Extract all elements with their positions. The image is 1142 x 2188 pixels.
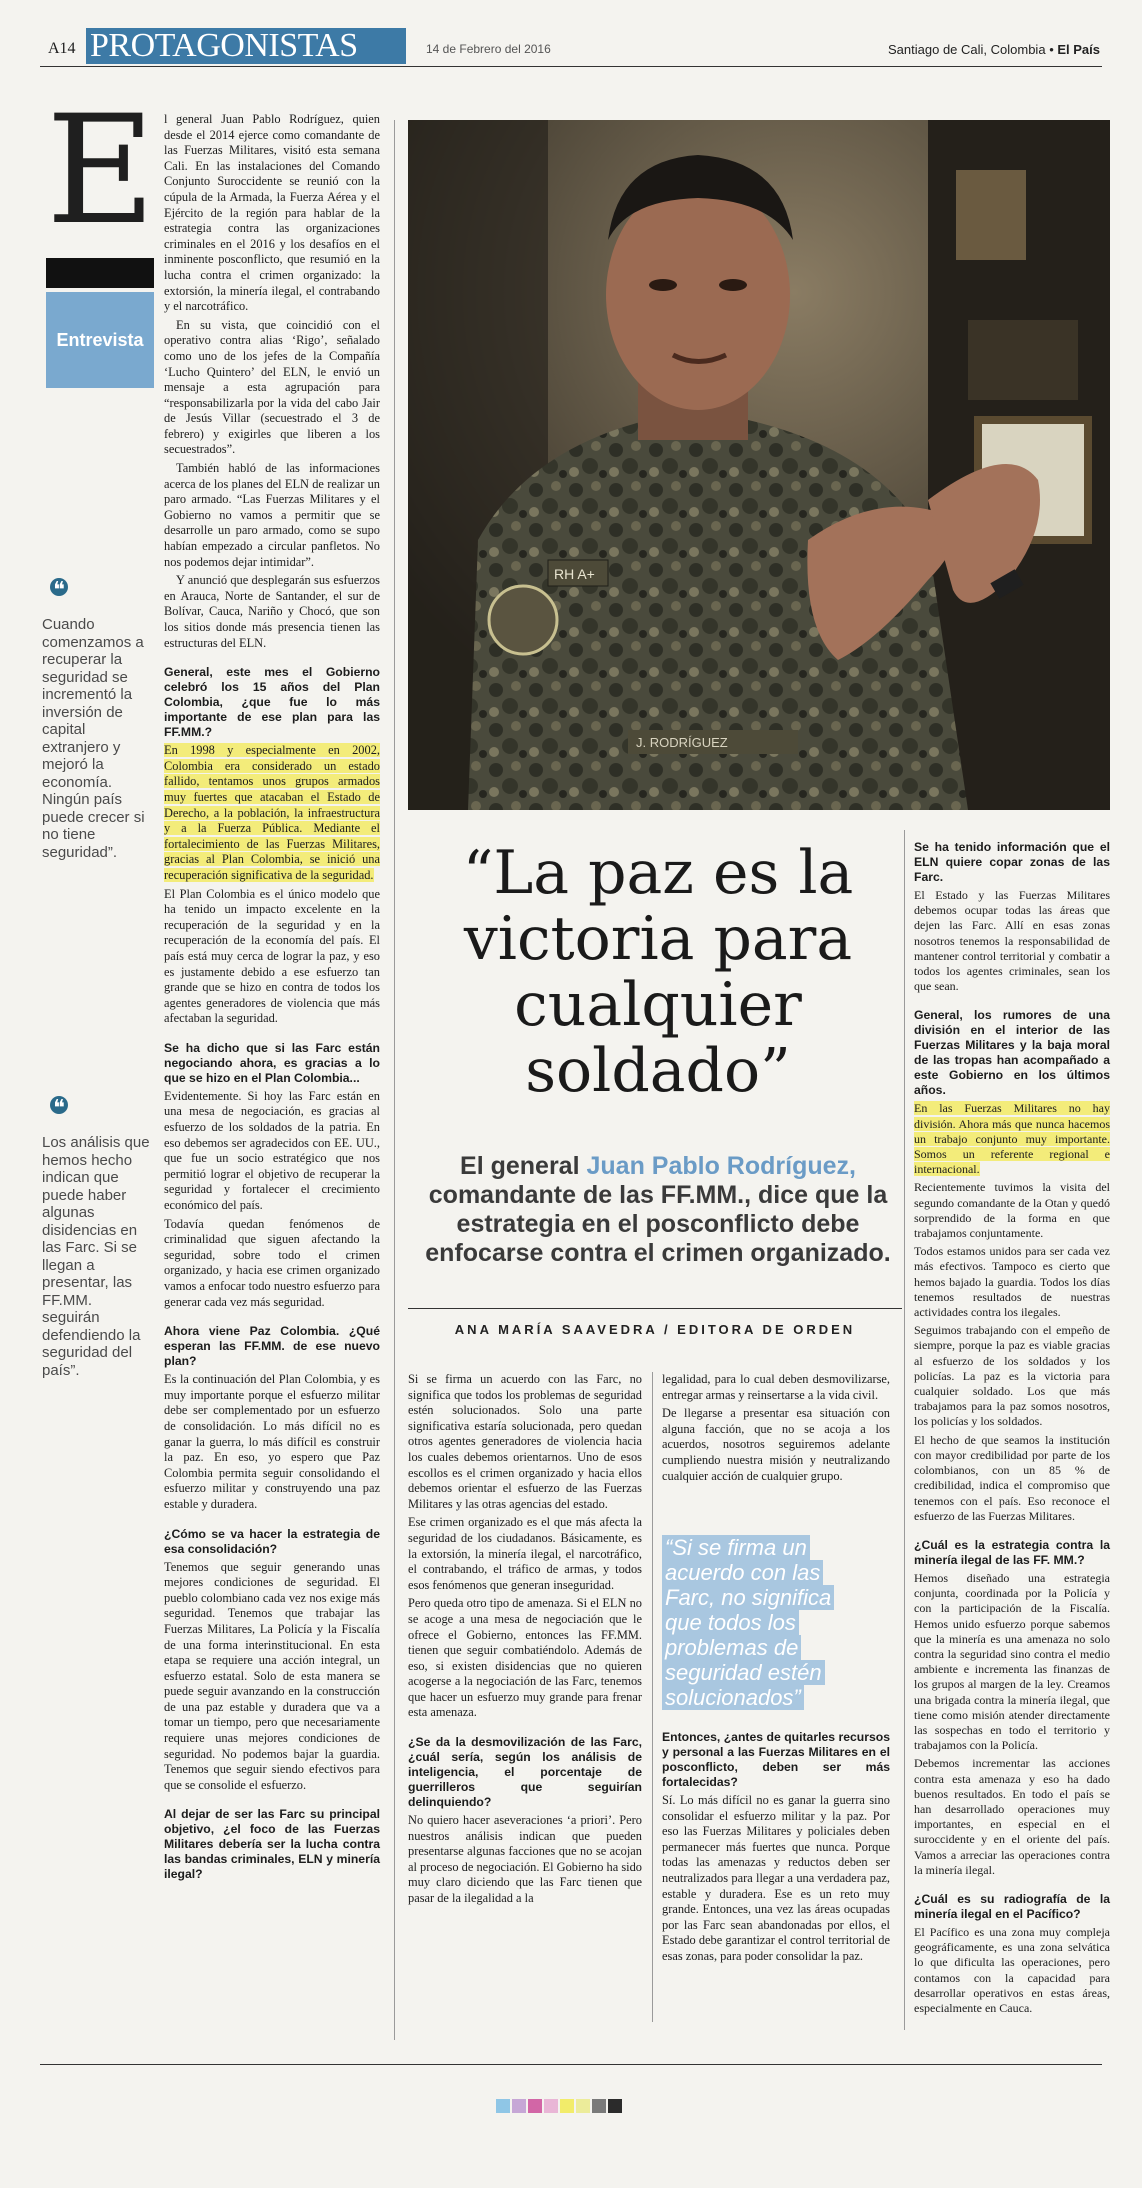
question: Se ha dicho que si las Farc están negociando ahora, es gracias a lo que se hizo en el Plan Colombia... (164, 1040, 380, 1085)
separator: • (1049, 42, 1058, 57)
byline: ANA MARÍA SAAVEDRA / EDITORA DE ORDEN (454, 1322, 856, 1337)
quote-mark-icon: ❝ (50, 578, 68, 596)
answer: Todavía quedan fenómenos de criminalidad que siguen afectando la seguridad, sobre todo el crimen organizado, y hacia ese crimen organizado vamos a enfocar todo nuestro esfuerzo para generar cada vez más seguridad. (164, 1216, 380, 1309)
subhead-prefix: El general (460, 1152, 587, 1180)
quote-mark-icon: ❝ (50, 1096, 68, 1114)
color-swatch (576, 2099, 590, 2113)
question: ¿Se da la desmovilización de las Farc, ¿cuál sería, según los análisis de inteligencia, el porcentaje de guerrilleros que seguirían delinquiendo? (408, 1735, 642, 1810)
answer-highlighted (164, 743, 380, 883)
section-tag-box (46, 292, 154, 388)
highlight: En 1998 y especialmente en 2002, Colombia era considerado un estado fallido, tentamos unos grupos armados muy fuertes que atacaban el Estado de Derecho, a la población, la infraestructura y a la Fuerza Pública. Mediante el fortalecimiento de las Fuerzas Militares, gracias al Plan Colombia, se inició una recuperación significativa de la seguridad. (164, 743, 380, 882)
answer: El Pacífico es una zona muy compleja geográficamente, es una zona selvática lo que dificulta las operaciones, pero contamos con la capacidad para desarrollar operativos en estas áreas, especialmente en Cauca. (914, 1924, 1110, 2015)
question: General, los rumores de una división en el interior de las Fuerzas Militares y la baja moral de las tropas han acompañado a este Gobierno en los últimos años. (914, 1008, 1110, 1098)
color-swatch (496, 2099, 510, 2113)
location: Santiago de Cali, Colombia (888, 42, 1046, 57)
section-title: PROTAGONISTAS (90, 27, 358, 64)
black-bar (46, 258, 154, 288)
question: ¿Cuál es su radiografía de la minería ilegal en el Pacífico? (914, 1891, 1110, 1921)
photo-uniform-text: J. RODRÍGUEZ (636, 735, 728, 750)
center-pullquote (662, 1535, 844, 1710)
column-2 (408, 1372, 642, 1910)
photo (408, 120, 1110, 810)
answer: Es la continuación del Plan Colombia, y es muy importante porque el esfuerzo militar debe ser complementado por un esfuerzo de consolidación. Lo más difícil no es ganar la guerra, lo más difícil es construir la paz. En eso, yo espero que Paz Colombia permita seguir consolidando el esfuerzo militar y construyendo una paz estable y duradera. (164, 1372, 380, 1511)
answer: Sí. Lo más difícil no es ganar la guerra sino consolidar el esfuerzo militar y la paz. Por eso las Fuerzas Militares y policiales deben permanecer más fuertes que nunca. Porque todas las amenazas y reductos deben ser neutralizados para llegar a una verdadera paz, estable y duradera. Ese es un reto muy grande. Entonces, una vez las áreas ocupadas por las Farc sean abandonadas por ellos, el Estado debe garantizar el control territorial de esas zonas, para poder consolidar la paz. (662, 1793, 890, 1963)
question: ¿Cuál es la estrategia contra la minería ilegal de las FF. MM.? (914, 1537, 1110, 1567)
subhead-rest: comandante de las FF.MM., dice que la estrategia en el posconflicto debe enfocarse contra el crimen organizado. (425, 1181, 891, 1267)
paragraph: También habló de las informaciones acerca de los planes del ELN de realizar un paro armado. “Las Fuerzas Militares y el Gobierno no vamos a permitir que se desarrolle un paro armado, como se supo habían empezado a circular panfletos. No nos podemos dejar intimidar”. (164, 461, 380, 569)
question: General, este mes el Gobierno celebró los 15 años del Plan Colombia, ¿que fue lo más importante de ese plan para las FF.MM.? (164, 665, 380, 740)
masthead-right (888, 42, 1100, 57)
side-quote-1: Cuando comenzamos a recuperar la seguridad se incrementó la inversión de capital extranjero y mejoró la economía. Ningún país puede crecer si no tiene seguridad”. (42, 616, 145, 861)
answer: Todos estamos unidos para ser cada vez más efectivos. Tampoco es cierto que hemos bajado la guardia. Todos los días tenemos resultados de nuestras actividades contra los ilegales. (914, 1244, 1110, 1320)
answer: No quiero hacer aseveraciones ‘a priori’. Pero nuestros análisis indican que pueden presentarse algunas facciones que no se acojan al proceso de negociación. El Gobierno ha sido muy claro diciendo que las Farc tienen que pasar de la ilegalidad a la (408, 1813, 642, 1906)
answer: Debemos incrementar las acciones contra esta amenaza y eso ha dado buenos resultados. En todo el país se han desarrollado operaciones muy importantes, en especial en el suroccidente y en el oriente del país. Vamos a arreciar las operaciones contra la minería ilegal. (914, 1756, 1110, 1877)
answer: El Estado y las Fuerzas Militares debemos ocupar todas las áreas que dejen las Farc. Allí en esas zonas nosotros tenemos la responsabilidad de mantener control territorial y combatir a todos los agentes criminales, sean los que sean. (914, 888, 1110, 994)
color-swatch (512, 2099, 526, 2113)
paper-name: El País (1057, 42, 1100, 57)
column-4 (914, 840, 1110, 2019)
question: Al dejar de ser las Farc su principal objetivo, ¿el foco de las Fuerzas Militares debería ser la lucha contra las bandas criminales, ELN y minería ilegal? (164, 1807, 380, 1882)
color-swatch (560, 2099, 574, 2113)
column-divider (904, 830, 905, 2030)
color-swatch (544, 2099, 558, 2113)
paragraph: En su vista, que coincidió con el operativo contra alias ‘Rigo’, señalado como uno de los jefes de la Compañía ‘Lucho Quintero’ del ELN, le envió un mensaje a esta agrupación para “responsabilizarla por la vida del cabo Jair de Jesús Villar (secuestrado el 3 de febrero) y exigirles que liberen a los secuestrados”. (164, 317, 380, 457)
issue-date: 14 de Febrero del 2016 (426, 42, 551, 56)
answer: legalidad, para lo cual deben desmovilizarse, entregar armas y reinsertarse a la vida civil. (662, 1372, 890, 1402)
header-rule (40, 66, 1102, 67)
answer: El Plan Colombia es el único modelo que ha tenido un impacto excelente en la recuperación de la seguridad y en la recuperación de la economía del país. El país está muy cerca de lograr la paz, y eso es justamente debido a ese esfuerzo tan grande que se hizo en contra de todos los agentes generadores de violencia que más afectaban la seguridad. (164, 886, 380, 1026)
column-divider (394, 120, 395, 2040)
answer: Evidentemente. Si hoy las Farc están en una mesa de negociación, es gracias al esfuerzo de los soldados de la patria. En eso debemos ser agradecidos con EE. UU., que fue un socio estratégico que nos permitió lograr el objetivo de recuperar la seguridad y fortalecer el crecimiento económico del país. (164, 1088, 380, 1213)
answer: Recientemente tuvimos la visita del segundo comandante de la Otan y quedó sorprendido de la forma en que trabajamos conjuntamente. (914, 1180, 1110, 1241)
answer-highlighted (914, 1101, 1110, 1177)
subhead (408, 1152, 908, 1268)
question: ¿Cómo se va hacer la estrategia de esa consolidación? (164, 1526, 380, 1556)
headline: “La paz es la victoria para cualquier soldado” (462, 838, 854, 1106)
section-banner (86, 28, 406, 64)
question: Entonces, ¿antes de quitarles recursos y personal a las Fuerzas Militares en el posconflicto, deben ser más fortalecidas? (662, 1730, 890, 1789)
answer: Pero queda otro tipo de amenaza. Si el ELN no se acoge a una mesa de negociación que le ofrece el Gobierno, entonces las FF.MM. tienen que seguir combatiéndolo. Además de eso, si existen disidencias que no quieren acogerse a la negociación de las Farc, tenemos que hacer un esfuerzo muy grande para frenar esta amenaza. (408, 1596, 642, 1720)
answer: Hemos diseñado una estrategia conjunta, coordinada por la Policía y con la participación de la Fiscalía. Hemos unido esfuerzo porque sabemos que la minería es una amenaza no solo contra la seguridad sino contra el medio ambiente e incrementa las finanzas de los grupos al margen de la ley. Creamos una brigada contra la minería ilegal, que tiene como misión atender directamente las sospechas en todo el territorio y trabajamos con la Policía. (914, 1570, 1110, 1753)
column-1 (164, 112, 380, 1885)
column-3 (662, 1372, 890, 1487)
answer: De llegarse a presentar esa situación con alguna facción, que no se acoja a los acuerdos, nosotros seguiremos adelante cumpliendo nuestra misión y neutralizando cualquier acción de cualquier grupo. (662, 1406, 890, 1483)
intro-paragraph: l general Juan Pablo Rodríguez, quien desde el 2014 ejerce como comandante de las Fuerzas Militares, visitó esta semana Cali. En las instalaciones del Comando Conjunto Suroccidente se reunió con la cúpula de la Armada, la Fuerza Aérea y el Ejército de la región para hablar de la estrategia contra las organizaciones criminales en el 2016 y los desafíos en el inminente posconflicto, que resumió en la lucha contra el crimen organizado: la extorsión, la minería ilegal, el contrabando y el narcotráfico. (164, 112, 380, 314)
footer-rule (40, 2064, 1102, 2065)
column-divider (652, 1372, 653, 2022)
section-tag: Entrevista (56, 330, 144, 350)
page-number: A14 (48, 40, 76, 57)
color-swatch (528, 2099, 542, 2113)
answer: El hecho de que seamos la institución con mayor credibilidad por parte de los colombianos, con un 85 % de credibilidad, indica el compromiso que tenemos con el país. Eso reconoce el esfuerzo de las Fuerzas Militares. (914, 1432, 1110, 1523)
color-swatch (608, 2099, 622, 2113)
answer: Tenemos que seguir generando unas mejores condiciones de seguridad. El pueblo colombiano cada vez nos exige más seguridad. Tenemos que trabajar las Fuerzas Militares, La Policía y la Fiscalía de una forma interinstitucional. En esta etapa se requiere una acción integral, un esfuerzo estatal. Solo de esta manera se puede seguir avanzando en la construcción de una paz estable y duradera que va a tomar un tiempo, pero que necesariamente requiere unas mejores condiciones de seguridad. No podemos bajar la guardia. Tenemos que seguir siendo efectivos para que se consolide el esfuerzo. (164, 1559, 380, 1792)
highlight: En las Fuerzas Militares no hay división. Ahora más que nunca hacemos un trabajo conjunto muy importante. Somos un referente regional e internacional. (914, 1101, 1110, 1177)
print-color-bar (496, 2098, 624, 2112)
answer: Seguimos trabajando con el empeño de siempre, porque la paz es viable gracias al esfuerzo de los soldados y los policías. La paz es la victoria para cualquier soldado. Los que más trabajamos para la paz somos nosotros, los policías y los soldados. (914, 1323, 1110, 1429)
byline-rule (408, 1308, 902, 1309)
paragraph: Y anunció que desplegarán sus esfuerzos en Arauca, Norte de Santander, el sur de Bolívar, Cauca, Nariño y Chocó, que son los sitios donde más presencia tienen las estructuras del ELN. (164, 573, 380, 650)
answer: Si se firma un acuerdo con las Farc, no significa que todos los problemas de seguridad estén solucionados. Solo una parte significativa estaría solucionada, pero quedan otros agentes generadores de violencia hacia los cuales debemos orientarnos. Uno de esos escollos es el crimen organizado y hacia ellos debemos orientar el esfuerzo de las Fuerzas Militares y las otras agencias del estado. (408, 1372, 642, 1511)
drop-cap: E (46, 84, 156, 258)
column-3-lower (662, 1730, 890, 1968)
general-portrait (408, 120, 1110, 810)
photo-name-tag: RH A+ (554, 566, 595, 582)
answer: Ese crimen organizado es el que más afecta la seguridad de los ciudadanos. Básicamente, es la extorsión, la minería ilegal, el narcotráfico, el contrabando, el tráfico de armas, y todos esos fenómenos que generan inseguridad. (408, 1515, 642, 1592)
side-quote-2: Los análisis que hemos hecho indican que puede haber algunas disidencias en las Farc. Si se llegan a presentar, las FF.MM. seguirán defendiendo la seguridad del país”. (42, 1134, 150, 1379)
pullquote-text: “Si se firma un acuerdo con las Farc, no significa que todos los problemas de seguridad estén solucionados” (662, 1535, 834, 1710)
subhead-name: Juan Pablo Rodríguez, (586, 1152, 856, 1180)
question: Se ha tenido información que el ELN quiere copar zonas de las Farc. (914, 840, 1110, 884)
color-swatch (592, 2099, 606, 2113)
question: Ahora viene Paz Colombia. ¿Qué esperan las FF.MM. de ese nuevo plan? (164, 1324, 380, 1369)
